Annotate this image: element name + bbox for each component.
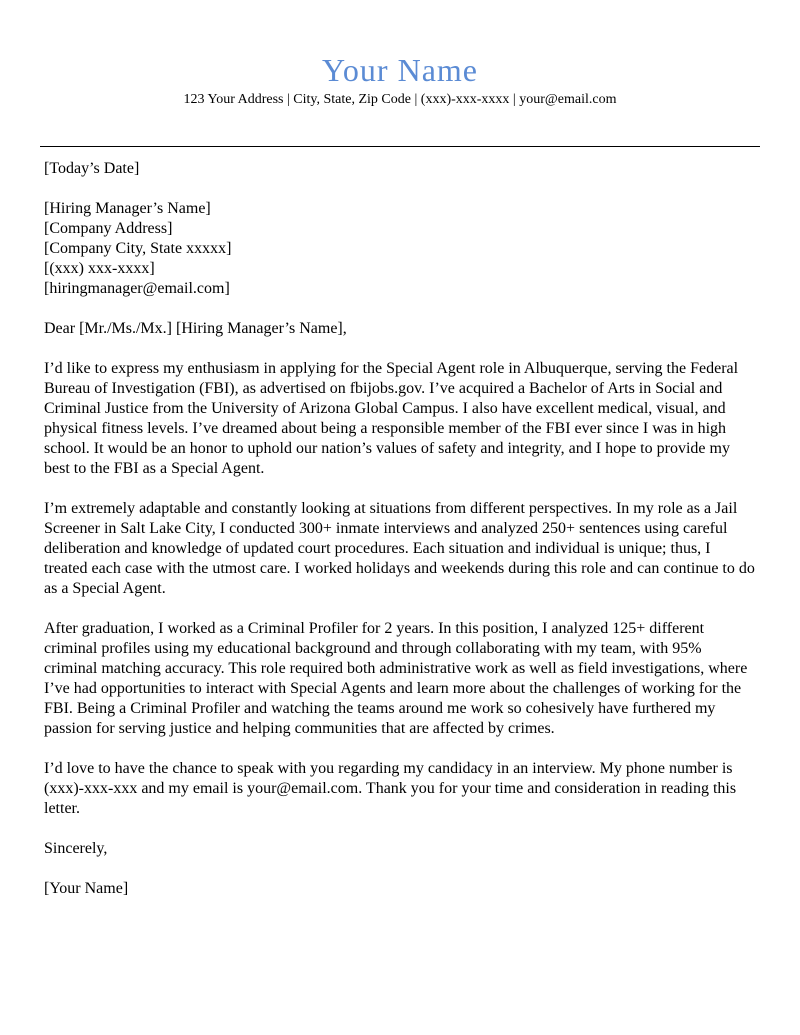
recipient-city-line: [Company City, State xxxxx] <box>44 240 232 257</box>
recipient-address-line: [Company Address] <box>44 220 173 237</box>
recipient-address-block <box>44 199 756 299</box>
letter-contact-line: 123 Your Address | City, State, Zip Code | (xxx)-xxx-xxxx | your@email.com <box>183 92 617 107</box>
recipient-phone-line: [(xxx) xxx-xxxx] <box>44 260 155 277</box>
body-paragraph-criminal-profiler: After graduation, I worked as a Criminal Profiler for 2 years. In this position, I analyzed 125+ different criminal profiles using my educational background and through collaborating with my team, with 95% criminal matching accuracy. This role required both administrative work as well as field investigations, where I’ve had opportunities to interact with Special Agents and learn more about the challenges of working for the FBI. Being a Criminal Profiler and watching the teams around me work so cohesively have furthered my passion for serving justice and helping communities that are affected by crimes. <box>44 620 748 737</box>
header-divider-rule <box>40 146 760 147</box>
body-paragraph-jail-screener: I’m extremely adaptable and constantly looking at situations from different perspectives. In my role as a Jail Screener in Salt Lake City, I conducted 300+ inmate interviews and analyzed 250+ sentences using careful deliberation and knowledge of updated court procedures. Each situation and individual is unique; thus, I treated each case with the utmost care. I worked holidays and weekends during this role and can continue to do as a Special Agent. <box>44 500 755 597</box>
recipient-email-line: [hiringmanager@email.com] <box>44 280 230 297</box>
body-paragraph-intro: I’d like to express my enthusiasm in applying for the Special Agent role in Albuquerque, serving the Federal Bureau of Investigation (FBI), as advertised on fbijobs.gov. I’ve acquired a Bachelor of Arts in Social and Criminal Justice from the University of Arizona Global Campus. I also have excellent medical, visual, and physical fitness levels. I’ve dreamed about being a responsible member of the FBI ever since I was in high school. It would be an honor to uphold our nation’s values of safety and integrity, and I hope to provide my best to the FBI as a Special Agent. <box>44 360 739 477</box>
body-paragraph-call-to-action: I’d love to have the chance to speak with you regarding my candidacy in an interview. My phone number is (xxx)-xxx-xxx and my email is your@email.com. Thank you for your time and consideration in reading this letter. <box>44 760 737 817</box>
recipient-name-line: [Hiring Manager’s Name] <box>44 200 211 217</box>
letter-header <box>44 52 756 109</box>
closing-line: Sincerely, <box>44 840 108 857</box>
letter-body <box>44 159 756 899</box>
salutation-line: Dear [Mr./Ms./Mx.] [Hiring Manager’s Name], <box>44 320 347 337</box>
letter-author-name: Your Name <box>322 52 478 88</box>
signature-placeholder: [Your Name] <box>44 880 129 897</box>
date-placeholder: [Today’s Date] <box>44 160 140 177</box>
